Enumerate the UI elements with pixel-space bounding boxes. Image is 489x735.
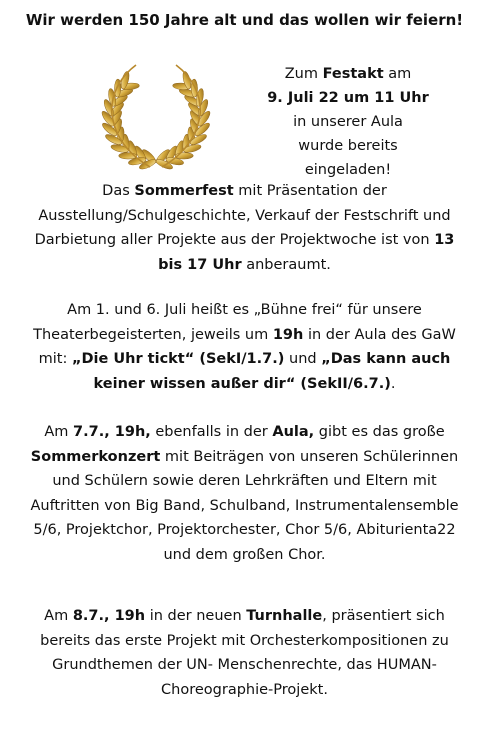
headline: Wir werden 150 Jahre alt und das wollen wir feiern! [25,11,464,29]
festakt-date: 9. Juli 22 um 11 Uhr [267,90,429,106]
festakt-line-1: Zum Festakt am [284,66,412,82]
festakt-line-4: wurde bereits [298,138,398,154]
turnhalle-paragraph: Am 8.7., 19h in der neuen Turnhalle, präsentiert sich bereits das erste Projekt mit Orchesterkompositionen zu Grundthemen der UN- Menschenrechte, das HUMAN-Choreographie-Projekt. [40,608,449,698]
sommerfest-paragraph: Das Sommerfest mit Präsentation der Ausstellung/Schulgeschichte, Verkauf der Festschrift und Darbietung aller Projekte aus der Projektwoche ist von 13 bis 17 Uhr anberaumt. [34,183,455,273]
laurel-wreath-icon [100,55,212,173]
buehne-frei-paragraph: Am 1. und 6. Juli heißt es „Bühne frei“ für unsere Theaterbegeisterten, jeweils um 19h in der Aula des GaW mit: „Die Uhr tickt“ (SekI/1.7.) und „Das kann auch keiner wissen außer dir“ (SekII/6.7.). [33,302,456,392]
festakt-line-3: in unserer Aula [293,114,403,130]
festakt-line-5: eingeladen! [304,162,392,178]
festakt-note [262,62,434,182]
sommerkonzert-paragraph: Am 7.7., 19h, ebenfalls in der Aula, gibt es das große Sommerkonzert mit Beiträgen von unseren Schülerinnen und Schülern sowie deren Lehrkräften und Eltern mit Auftritten von Big Band, Schulband, Instrumentalensemble 5/6, Projektchor, Projektorchester, Chor 5/6, Abiturienta22 und dem großen Chor. [30,424,459,563]
